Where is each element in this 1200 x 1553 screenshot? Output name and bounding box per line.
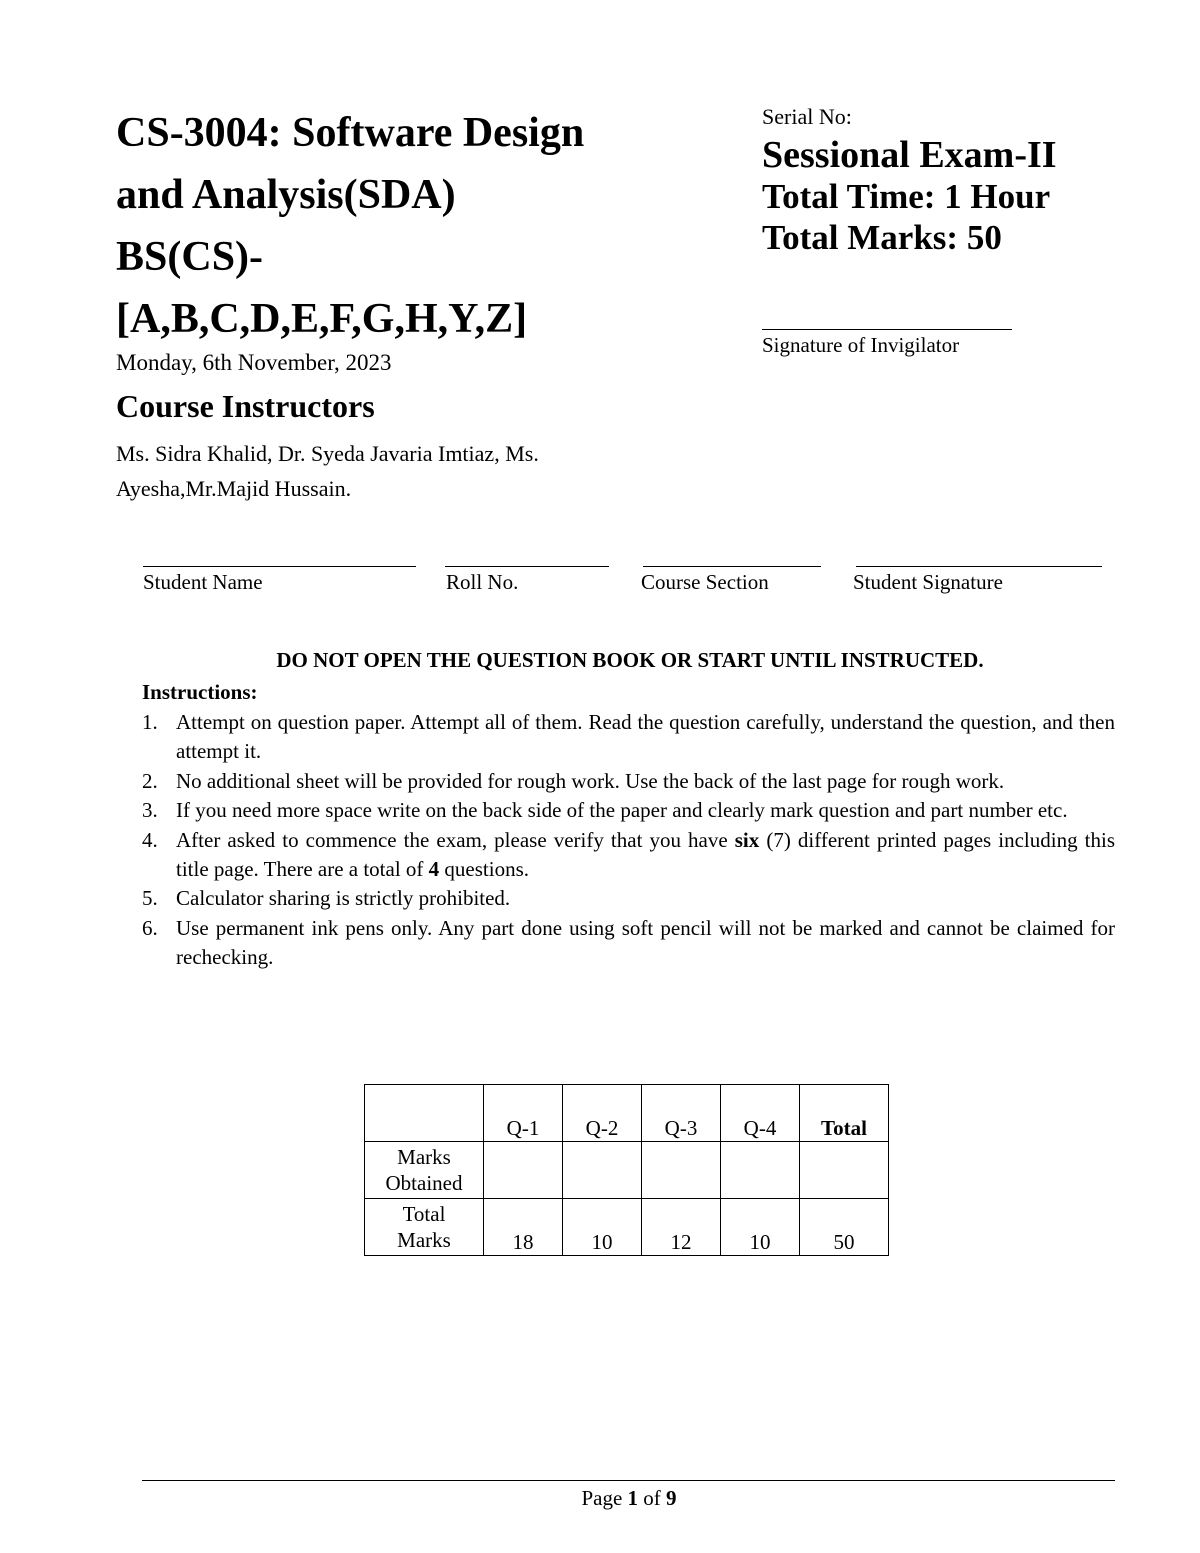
exam-meta (762, 135, 1057, 258)
table-header-cell: Q-4 (721, 1085, 800, 1142)
roll-number-label: Roll No. (446, 570, 519, 594)
marks-cell: 10 (563, 1199, 642, 1256)
marks-table (364, 1084, 889, 1256)
instruction-text: Use permanent ink pens only. Any part done using soft pencil will not be marked and cannot be claimed for rechecking. (176, 915, 1115, 970)
row-label: Total Marks (365, 1199, 484, 1256)
instruction-text: Calculator sharing is strictly prohibited. (176, 886, 511, 911)
marks-cell: 10 (721, 1199, 800, 1256)
table-header-cell (365, 1085, 484, 1142)
row-label: Marks Obtained (365, 1142, 484, 1199)
instruction-item: 5. Calculator sharing is strictly prohibited. (142, 884, 1115, 913)
instructors-line: Ayesha,Mr.Majid Hussain. (116, 476, 352, 501)
marks-cell (563, 1142, 642, 1199)
roll-number-line (445, 566, 609, 567)
marks-cell (642, 1142, 721, 1199)
instruction-text: After asked to commence the exam, please verify that you have six (7) different printed pages including this title page. There are a total of 4 questions. (176, 827, 1116, 882)
marks-cell (721, 1142, 800, 1199)
course-title (116, 102, 716, 350)
exam-name: Sessional Exam-II (762, 134, 1057, 176)
table-header-row (365, 1085, 889, 1142)
instruction-item: 1. Attempt on question paper. Attempt all of them. Read the question carefully, understand the question, and then attempt it. (142, 708, 1115, 767)
instruction-text: No additional sheet will be provided for rough work. Use the back of the last page for rough work. (176, 768, 1005, 793)
exam-date: Monday, 6th November, 2023 (116, 350, 392, 375)
instruction-item: 2. No additional sheet will be provided for rough work. Use the back of the last page for rough work. (142, 767, 1115, 796)
invigilator-signature-line (762, 329, 1012, 330)
table-header-cell: Q-1 (484, 1085, 563, 1142)
course-title-line: CS-3004: Software Design (116, 110, 585, 156)
instruction-item: 4. After asked to commence the exam, please verify that you have six (7) different printed pages including this title page. There are a total of 4 questions. (142, 826, 1115, 885)
student-signature-line (856, 566, 1102, 567)
marks-cell (484, 1142, 563, 1199)
page-number: Page 1 of 9 (581, 1486, 677, 1510)
instructions-heading: Instructions: (142, 680, 258, 704)
table-header-cell: Q-2 (563, 1085, 642, 1142)
course-title-line: [A,B,C,D,E,F,G,H,Y,Z] (116, 296, 528, 342)
instruction-item: 6. Use permanent ink pens only. Any part done using soft pencil will not be marked and cannot be claimed for rechecking. (142, 914, 1115, 973)
table-header-cell: Total (800, 1085, 889, 1142)
instruction-item: 3. If you need more space write on the back side of the paper and clearly mark question and part number etc. (142, 796, 1115, 825)
invigilator-signature-label: Signature of Invigilator (762, 333, 960, 357)
instructors-names (116, 436, 716, 506)
table-header-cell: Q-3 (642, 1085, 721, 1142)
student-name-line (143, 566, 416, 567)
warning-notice: DO NOT OPEN THE QUESTION BOOK OR START UNTIL INSTRUCTED. (276, 648, 984, 672)
course-section-label: Course Section (641, 570, 769, 594)
course-section-line (643, 566, 821, 567)
table-row (365, 1142, 889, 1199)
marks-cell: 12 (642, 1199, 721, 1256)
footer-divider (142, 1480, 1115, 1481)
instructors-heading: Course Instructors (116, 388, 375, 424)
marks-cell: 18 (484, 1199, 563, 1256)
instruction-text: If you need more space write on the back side of the paper and clearly mark question and part number etc. (176, 798, 1068, 823)
course-title-line: and Analysis(SDA) (116, 172, 456, 218)
course-title-line: BS(CS)- (116, 234, 264, 280)
instruction-text: Attempt on question paper. Attempt all of them. Read the question carefully, understand the question, and then attempt it. (176, 710, 1115, 764)
total-time: Total Time: 1 Hour (762, 177, 1051, 216)
student-signature-label: Student Signature (853, 570, 1003, 594)
total-marks: Total Marks: 50 (762, 218, 1002, 257)
instructions-list (142, 708, 1115, 973)
table-row (365, 1199, 889, 1256)
serial-number-label: Serial No: (762, 104, 852, 129)
marks-cell: 50 (800, 1199, 889, 1256)
instructors-line: Ms. Sidra Khalid, Dr. Syeda Javaria Imtiaz, Ms. (116, 441, 539, 466)
student-name-label: Student Name (143, 570, 263, 594)
marks-cell (800, 1142, 889, 1199)
